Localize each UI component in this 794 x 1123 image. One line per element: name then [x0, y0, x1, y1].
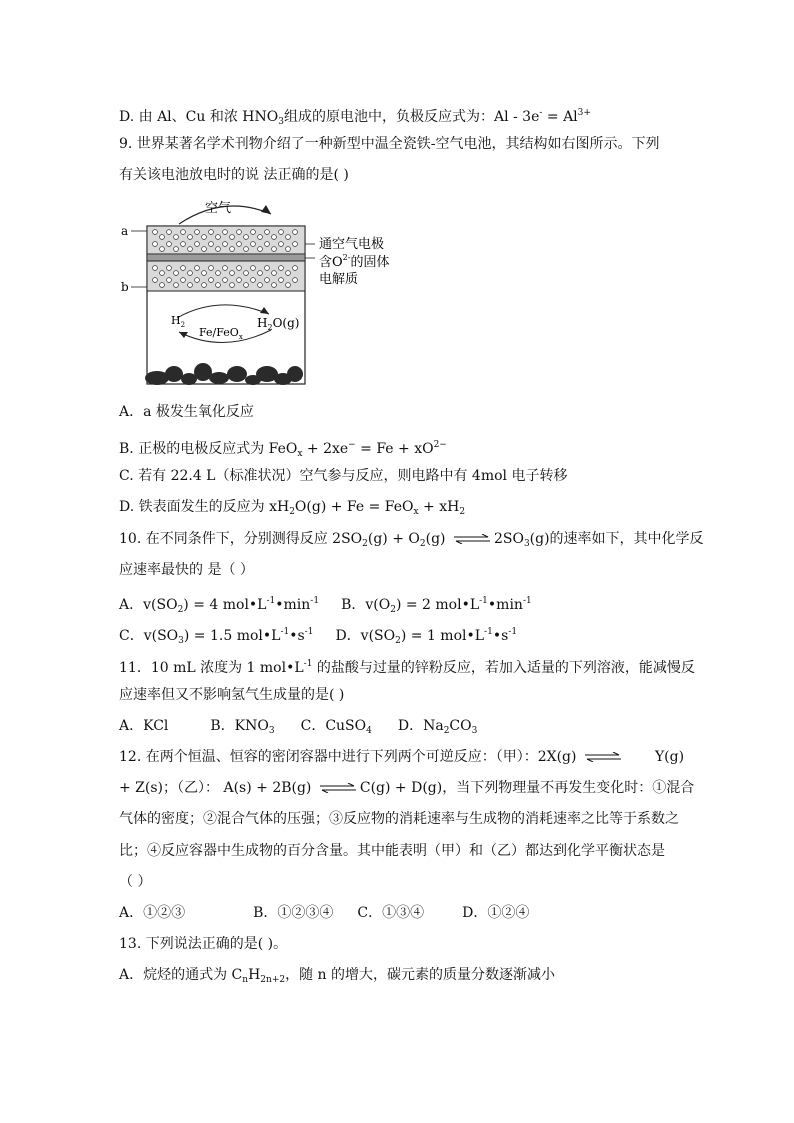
pore-dot	[293, 242, 298, 247]
sub: 3	[278, 117, 284, 127]
pore-dot	[174, 235, 179, 240]
pore-dot	[167, 266, 172, 271]
q9-option-a[interactable]: A．a 极发生氧化反应	[119, 404, 254, 420]
sub: 2	[419, 539, 426, 549]
pore-dot	[272, 235, 277, 240]
pore-dot	[195, 230, 200, 235]
sub: x	[413, 507, 419, 517]
q12-stem-1: 12. 在两个恒温、恒容的密闭容器中进行下列两个可逆反应：（甲）：2X(g) Y(g)	[119, 749, 685, 765]
electrode-label: 通空气电极	[319, 237, 385, 252]
sub: 2	[362, 539, 368, 549]
pore-dot	[258, 247, 263, 252]
text: O(g) + Fe = FeO	[294, 499, 414, 515]
pore-dot	[195, 266, 200, 271]
q12-options	[119, 903, 529, 923]
text: + 2xe	[302, 441, 349, 457]
q12-option-a[interactable]: A．①②③	[119, 905, 186, 921]
pore-dot	[202, 235, 207, 240]
pore-dot	[188, 247, 193, 252]
pore-dot	[286, 247, 291, 252]
q13-option-a[interactable]: A．烷烃的通式为 $C_nH_{2n+2}$，随 n 的增大，碳元素的质量分数逐渐减小	[119, 967, 556, 985]
q9-option-d[interactable]	[119, 497, 465, 522]
label-a: a	[121, 224, 129, 238]
pore-dot	[293, 230, 298, 235]
text: (g) + O	[367, 531, 420, 547]
pore-dot	[188, 271, 193, 276]
sub: x	[297, 449, 303, 459]
pore-dot	[223, 266, 228, 271]
pore-dot	[181, 266, 186, 271]
q10-option-b[interactable]: B．$v(O_2) = 2$ $mol•L^{-1}•\min^{-1}$	[341, 596, 532, 615]
pore-dot	[216, 247, 221, 252]
text: (g)的速率如下，其中化学反	[529, 531, 704, 547]
text: D. 铁表面发生的反应为 xH	[119, 499, 290, 515]
pore-dot	[181, 278, 186, 283]
q12-option-c[interactable]: C．①③④	[357, 905, 425, 921]
q10-option-a[interactable]: A．$v(SO_2) = 4$ $mol•L^{-1}•\min^{-1}$	[119, 596, 320, 615]
pore-dot	[244, 235, 249, 240]
pore-dot	[167, 230, 172, 235]
pore-dot	[251, 230, 256, 235]
sub: 2	[289, 507, 295, 517]
q13-stem: 13. 下列说法正确的是( )。	[119, 936, 288, 952]
q10-options-ab	[119, 591, 532, 620]
text: (g)	[425, 531, 446, 547]
pore-dot	[244, 247, 249, 252]
q11-stem-1: 11．10 mL 浓度为 1 $mol•L^{-1}$ 的盐酸与过量的锌粉反应，若加入适量的下列溶液，能减慢反	[119, 659, 695, 676]
pore-dot	[272, 283, 277, 288]
h2-label: $H_2$	[171, 314, 186, 329]
pore-dot	[237, 278, 242, 283]
equilibrium-arrow	[585, 752, 621, 762]
pore-dot	[244, 283, 249, 288]
pore-dot	[230, 247, 235, 252]
label-b: b	[121, 280, 129, 294]
pore-dot	[174, 271, 179, 276]
pore-dot	[286, 235, 291, 240]
pore-dot	[167, 242, 172, 247]
q9-stem-2: 有关该电池放电时的说 法正确的是( )	[119, 167, 349, 183]
q11-stem-2: 应速率但又不影响氢气生成量的是( )	[119, 687, 345, 703]
equilibrium-arrow	[320, 783, 356, 793]
pore-dot	[279, 242, 284, 247]
pore-dot	[251, 266, 256, 271]
pore-dot	[230, 271, 235, 276]
pore-dot	[209, 242, 214, 247]
pore-dot	[286, 271, 291, 276]
q12-stem-4: 比；④反应容器中生成物的百分含量。其中能表明（甲）和（乙）都达到化学平衡状态是	[119, 843, 665, 859]
text: 2SO	[493, 531, 524, 547]
pore-dot	[160, 235, 165, 240]
pore-dot	[174, 247, 179, 252]
q12-stem-5: （ ）	[119, 874, 152, 890]
text: 组成的原电池中，负极反应式为：Al - 3e	[283, 109, 540, 125]
pore-dot	[286, 283, 291, 288]
pore-dot	[258, 235, 263, 240]
q9-stem-1: 9. 世界某著名学术刊物介绍了一种新型中温全瓷铁-空气电池，其结构如右图所示。下列	[119, 136, 660, 152]
electrolyte-label-2: 电解质	[319, 272, 359, 287]
q12-option-b[interactable]: B．①②③④	[253, 905, 334, 921]
pore-dot	[223, 242, 228, 247]
electrolyte-label-1: 含$O^{2-}$的固体	[319, 253, 390, 270]
pore-dot	[237, 242, 242, 247]
q9-option-c[interactable]: C. 若有 22.4 L（标准状况）空气参与反应，则电路中有 4mol 电子转移	[119, 468, 568, 484]
sub: 2	[459, 507, 466, 517]
pore-dot	[293, 266, 298, 271]
text: + xH	[418, 499, 460, 515]
q10-stem-2: 应速率最快的 是（ ）	[119, 562, 254, 578]
text: 10. 在不同条件下，分别测得反应 2SO	[119, 531, 363, 547]
pore-dot	[167, 278, 172, 283]
q10-option-d[interactable]: D．$v(SO_2) = 1$ $mol•L^{-1}•s^{-1}$	[335, 627, 518, 646]
pore-dot	[237, 230, 242, 235]
pore-dot	[160, 283, 165, 288]
pore-dot	[251, 242, 256, 247]
pore-dot	[209, 278, 214, 283]
sub: 3	[523, 539, 530, 549]
pore-dot	[279, 278, 284, 283]
pore-dot	[272, 271, 277, 276]
pore-dot	[181, 230, 186, 235]
sup: −	[348, 440, 356, 450]
pore-dot	[230, 235, 235, 240]
equilibrium-arrow	[454, 534, 490, 544]
pore-dot	[160, 247, 165, 252]
pore-dot	[209, 266, 214, 271]
q10-options-cd	[119, 622, 517, 651]
pore-dot	[251, 278, 256, 283]
pore-dot	[279, 266, 284, 271]
pore-dot	[195, 242, 200, 247]
pore-dot	[160, 271, 165, 276]
option-d-prev	[119, 103, 591, 132]
fe-label: Fe/FeO$_x$	[199, 326, 243, 341]
pore-dot	[202, 247, 207, 252]
pore-dot	[181, 242, 186, 247]
sup: 2−	[433, 440, 447, 450]
q11-option-b[interactable]: B．$KNO_3$	[210, 718, 275, 736]
pore-dot	[153, 242, 158, 247]
text: = Fe + xO	[355, 441, 434, 457]
battery-figure	[119, 196, 409, 388]
pore-dot	[258, 271, 263, 276]
pore-dot	[188, 235, 193, 240]
pore-dot	[272, 247, 277, 252]
sup: -	[539, 108, 543, 118]
pore-dot	[265, 266, 270, 271]
pore-dot	[293, 278, 298, 283]
pore-dot	[223, 230, 228, 235]
q12-option-d[interactable]: D．①②④	[462, 905, 530, 921]
pore-dot	[202, 271, 207, 276]
pore-dot	[195, 278, 200, 283]
air-label: 空气	[205, 201, 232, 216]
q10-stem-1	[119, 529, 704, 554]
pore-dot	[216, 271, 221, 276]
pore-dot	[237, 266, 242, 271]
air-arrow-head	[261, 205, 271, 214]
q12-stem-3: 气体的密度；②混合气体的压强；③反应物的消耗速率与生成物的消耗速率之比等于系数之	[119, 811, 679, 827]
text: = Al	[542, 109, 578, 125]
pore-dot	[209, 230, 214, 235]
q11-option-a[interactable]: A．KCl	[119, 718, 169, 734]
pore-dot	[244, 271, 249, 276]
h2o-label: $H_2O(g)$	[257, 316, 300, 332]
pore-dot	[188, 283, 193, 288]
pore-dot	[230, 283, 235, 288]
pore-dot	[265, 278, 270, 283]
q10-option-c[interactable]: C．$v(SO_3) = 1.5$ $mol•L^{-1}•s^{-1}$	[119, 627, 314, 646]
q11-option-c[interactable]: C．CuSO$_4$	[300, 718, 372, 736]
sup: 3+	[577, 108, 591, 118]
pore-dot	[153, 230, 158, 235]
pore-dot	[216, 283, 221, 288]
pore-dot	[153, 266, 158, 271]
pore-dot	[174, 283, 179, 288]
separator	[147, 254, 305, 261]
pore-dot	[265, 242, 270, 247]
pore-dot	[153, 278, 158, 283]
text: D. 由 Al、Cu 和浓 HNO	[119, 109, 279, 125]
pore-dot	[223, 278, 228, 283]
pore-dot	[279, 230, 284, 235]
q12-stem-2: + Z(s)；（乙）： A(s) + 2B(g) C(g) + D(g)，当下列物理量不再发生变化时：①混合	[119, 780, 695, 796]
pore-dot	[202, 283, 207, 288]
text: B. 正极的电极反应式为 FeO	[119, 441, 298, 457]
pore-dot	[216, 235, 221, 240]
q11-option-d[interactable]: D．$Na_2CO_3$	[397, 718, 478, 736]
q11-options	[119, 716, 477, 741]
q9-option-b[interactable]	[119, 435, 447, 464]
pore-dot	[258, 283, 263, 288]
pore-dot	[265, 230, 270, 235]
